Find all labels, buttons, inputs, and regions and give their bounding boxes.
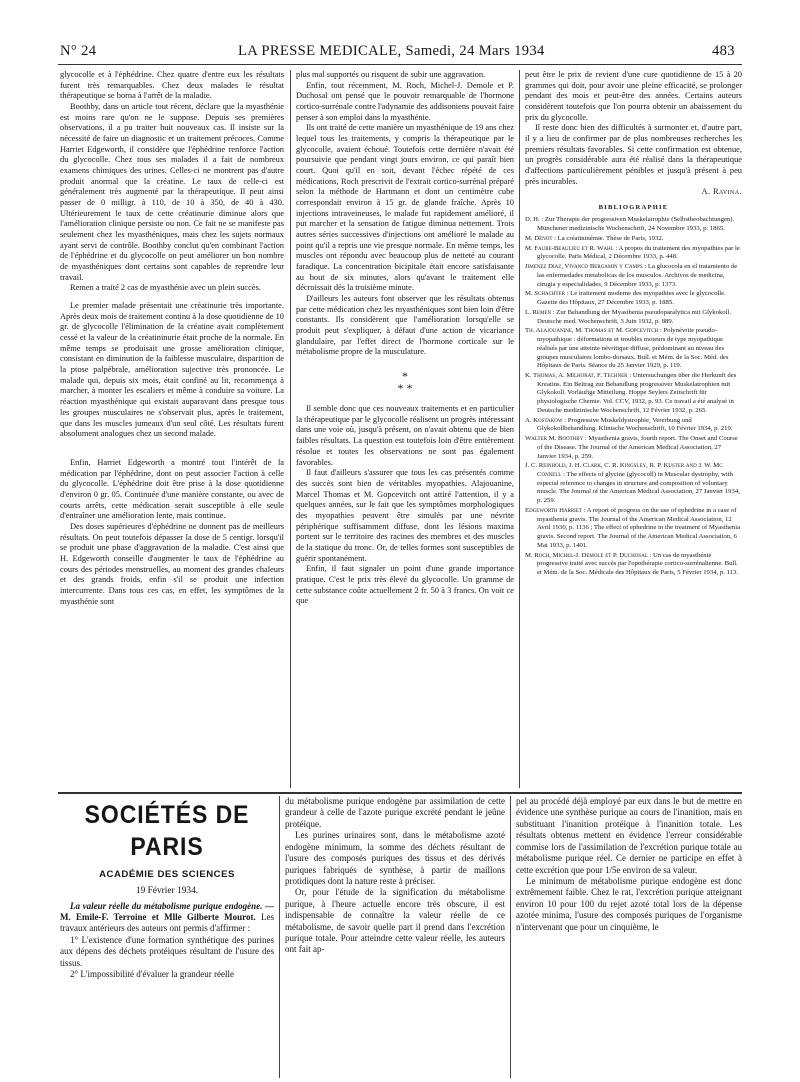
- bibliography-author: M. Dénot: [525, 234, 553, 242]
- section-rule: [58, 792, 742, 794]
- paragraph: pel au procédé déjà employé par eux dans le but de mettre en évidence une synthèse purique au cours de l'inanition, mais en substituant l'inanition protéique à l'inanition totale. Les résultats obtenus mettent en évidence l'erreur considérable commise lors de l'assimilation de l'excrétion purique totale au métabolisme purique réel. Ce dernier ne participe en effet à cette excrétion que pour 1/5e environ de sa valeur.: [516, 796, 742, 875]
- bibliography-entry: [525, 435, 742, 461]
- paragraph: Enfin, tout récemment, M. Roch, Michel-J. Demole et P. Duchosal ont pensé que le pouvoir remarquable de l'hormone cortico-surrénale contre l'adynamie des addisoniens pouvait faire penser à son emploi dans la myasthénie.: [296, 80, 514, 122]
- article-column-1: [60, 70, 284, 788]
- issue-number: N° 24: [60, 43, 97, 59]
- page-number: 483: [712, 43, 735, 59]
- column-divider: [279, 796, 280, 1078]
- bibliography-author: A. Kostakow: [525, 416, 563, 424]
- paragraph: Il faut d'ailleurs s'assurer que tous les cas présentés comme des succès sont bien de véritables myopathies. Alajouanine, Marcel Thomas et M. Gopcevitch ont attiré l'attention, il y a quelques années, sur le fait que les symptômes morphologiques des myopathies peuvent être simulés par une névrite périphérique suffisamment diffuse, dont les lésions maxima portent sur le territoire des racines des membres et des muscles de la statique du tronc. Or, de telles formes sont susceptibles de guérir spontanément.: [296, 468, 514, 563]
- academy-heading: ACADÉMIE DES SCIENCES: [99, 868, 235, 880]
- bibliography-entry: [525, 327, 742, 371]
- bibliography-author: L. Remen: [525, 308, 552, 316]
- paragraph: Le minimum de métabolisme purique endogène est donc extrêmement faible. Chez le rat, l'excrétion purique atteignant environ 10 pour 100 du rejet azoté total lors de la dépense azotée minima, l'usure des composés puriques de l'organisme n'intervenant que pour un cinquième, le: [516, 875, 742, 932]
- bibliography-author: K. Thomas, A. Milhorat, F. Techner: [525, 372, 628, 380]
- bibliography-entry: [525, 263, 742, 289]
- paragraph: Boothby, dans un article tout récent, déclare que la myasthénie est moins rare qu'on ne le suppose. Depuis ses premières observations, il a pu traiter huit nouveaux cas. Il insiste sur la nécessité de faire un diagnostic et un traitement précoces. Comme Harriet Edgeworth, il considère que l'éphédrine renforce l'action du glycocolle. Chez tous ses malades il a fait de nombreux examens chimiques des urines. Celles-ci ne montrent pas d'autre produit anormal que la créatine. Le taux de celle-ci est généralement très augmenté par la thérapeutique. Il peut ainsi passer de 0 milligr. à 110, de 10 à 350, de 40 à 430. Ultérieurement le taux de cette créatinurie diminue alors que l'amélioration clinique persiste ou non. Ce fait ne se manifeste pas seulement chez les myasthéniques, mais chez les sujets normaux ayant servi de contrôle. Boothby conclut qu'en combinant l'action de l'éphédrine et du glycocolle on peut améliorer un bon nombre de myasthéniques dont certains sont capables de reprendre leur travail.: [60, 102, 284, 282]
- bibliography-reference: : Zur Therapie der progressiven Muskelatrophie (Selbstbeobachtungen). Münchener medizinische Wochenschrift, 24 Novembre 1933, p. 1865.: [537, 216, 735, 233]
- bibliography-reference: : Le traitement moderne des myopathies avec le glycocolle. Gazette des Hôpitaux, 27 Décembre 1933, p. 1885.: [537, 290, 726, 307]
- article-column-3: [525, 70, 742, 788]
- bibliography-reference: : The effects of glycine (glycocoll) in Muscular dystrophy, with especial reference to changes in structure and composition of voluntary muscle. The Journal of the American Medical Association, 27 Janvier 1934, p. 259.: [537, 471, 740, 505]
- bibliography-author: Jimenez Diaz, Vivanco Bergamin y Camps: [525, 263, 643, 271]
- bibliography-reference: : Progressive Muskeldystrophie, Vererbung und Glykokollbehandlung. Klinische Wochenschrift, 10 Février 1934, p. 219.: [537, 416, 733, 433]
- bibliography-reference: : A report of progress on the use of ephedrine in a case of myasthenia gravis. The Journal of the American Medical Association, 12 Avril 1930, p. 1136 ; The effect of ephedrine in the treatment of Myasthenia gravis. Second report. The Journal of the American Medical Association, 6 Mai 1933, p. 1401.: [537, 506, 741, 549]
- communication-authors: — M. Emile-F. Terroine et Mlle Gilberte Mourot.: [60, 900, 274, 923]
- header-rule: [58, 64, 742, 65]
- bibliography-entry: [525, 417, 742, 434]
- paragraph: 2° L'impossibilité d'évaluer la grandeur réelle: [70, 969, 235, 980]
- bibliography-reference: : La glucocola en el tratamiento de las enfermedades metabolicas de los musculos. Archivos de medicina, cirugia y especialidades, 9 Décembre 1933, p. 1373.: [537, 263, 738, 288]
- paragraph: Enfin, Harriet Edgeworth a montré tout l'intérêt de la médication par l'éphédrine, dont on peut associer l'action à celle du glycocolle. L'éphédrine doit être prise à la dose quotidienne d'environ 0 gr. 05. Continuée d'une manière constante, ou avec de courts arrêts, cette médication serait susceptible à elle seule d'entraîner une amélioration lente, mais continue.: [60, 457, 284, 521]
- bibliography-reference: : Myasthenia gravis, fourth report. The Onset and Course of the Disease. The Journal of the American Medical Association, 27 Janvier 1934, p. 259.: [537, 435, 738, 460]
- paragraph: 1° L'existence d'une formation synthétique des purines aux dépens des déchets protéiques résultant de l'usure des tissus.: [60, 934, 274, 968]
- bibliography-reference: : Polynévrite pseudo-myopathique : déformations et troubles moteurs de type myopathique réalisés par une atteinte névritique diffuse, prédominant au niveau des groupes musculaires lombo-dorsaux. Bull. et Mém. de la Soc. Méd. des Hôpitaux de Paris. Séance du 25 Janvier 1929, p. 119.: [537, 327, 729, 370]
- bibliography-reference: : A propos du traitement des myopathies par le glycocolle. Paris Médical, 2 Décembre 1933, p. 448.: [537, 244, 740, 261]
- communication-title: La valeur réelle du métabolisme purique endogène.: [70, 900, 263, 911]
- paragraph: Le premier malade présentait une créatinurie très importante. Après deux mois de traitement continu à la dose quotidienne de 10 gr. de glycocolle l'élimination de la créatine avait complètement cessé et la valeur de la créatininurie était proche de la normale. En même temps se produisait une grosse amélioration clinique, consistant en diminution de la faiblesse musculaire, disparition de la ptose palpébrale, amélioration sujective très prononcée. Le malade qui, depuis six mois, était confiné au lit, recommença à marcher, à monter les escaliers et même à conduire sa voiture. La réaction myasthénique qui existait auparavant dans presque tous les groupes musculaires ne s'observait plus, après le traitement, que dans les muscles jumeaux d'un seul côté. Les résultats furent absolument analogues chez un second malade.: [60, 301, 284, 439]
- paragraph: Enfin, il faut signaler un point d'une grande importance pratique. C'est le prix très élevé du glycocolle. Un gramme de cette substance coûte actuellement 2 fr. 50 à 3 francs. On voit ce que: [296, 564, 514, 606]
- bibliography-entry: [525, 235, 742, 244]
- bibliography-author: Th. Alajouanine, M. Thomas et M. Gopcevitch: [525, 327, 659, 335]
- bibliography-entry: [525, 372, 742, 416]
- section-separator: [296, 370, 514, 394]
- column-divider: [510, 796, 511, 1078]
- author-signature: A. Ravina.: [701, 187, 742, 197]
- column-divider: [519, 70, 520, 788]
- paragraph: plus mal supportés ou risquent de subir une aggravation.: [296, 70, 486, 79]
- bibliography-entry: [525, 216, 742, 233]
- paragraph: Des doses supérieures d'éphédrine ne donnent pas de meilleurs résultats. On peut toutefois dépasser la dose de 5 centigr. lorsqu'il se produit une phase d'aggravation de la maladie. C'est ainsi que H. Edgeworth conseille d'augmenter le taux de l'éphédrine au cours des périodes menstruelles, au moment des grandes chaleurs et des grands froids, enfin s'il se produit une infection intercurrente. Dans tous ces cas, en effet, les symptômes de la myasthénie sont: [60, 521, 284, 606]
- paragraph: Remen a traité 2 cas de myasthénie avec un plein succès.: [70, 283, 261, 293]
- paragraph: Les purines urinaires sont, dans le métabolisme azoté endogène minimum, la somme des déchets résultant de l'usure des composés puriques des tissus et des dérivés puriques fabriqués de synthèse, à partir de maillons protidiques dont la nature reste à préciser.: [285, 830, 505, 886]
- bibliography-entry: [525, 507, 742, 551]
- session-date: 19 Février 1934.: [135, 885, 199, 896]
- bibliography-heading: BIBLIOGRAPHIE: [598, 204, 669, 212]
- bibliography-entry: [525, 309, 742, 326]
- bibliography-list: [525, 216, 742, 577]
- bibliography-author: M. Roch, Michel-J. Demole et P. Duchosal: [525, 551, 648, 559]
- asterism: * * *: [397, 369, 413, 396]
- page-title: LA PRESSE MEDICALE, Samedi, 24 Mars 1934: [238, 43, 545, 59]
- bibliography-entry: [525, 290, 742, 307]
- bibliography-author: D. H.: [525, 216, 540, 224]
- bibliography-reference: : Zur Behandlung der Myasthenia pseudoparalytica mit Glykokoll. Deutsche med. Wochenschrift, 3 Juin 1932, p. 889.: [537, 308, 732, 325]
- bibliography-author: M. Faure-Beaulieu et R. Wahl: [525, 244, 614, 252]
- column-divider: [290, 70, 291, 788]
- paragraph: Il semble donc que ces nouveaux traitements et en particulier la thérapeutique par le glycocolle réalisent un progrès intéressant dans une voie où, jusqu'à présent, on n'avait obtenu que de bien faibles résultats. La question est toutefois loin d'être entièrement résolue et toutes les observations ne sont pas également favorables.: [296, 404, 514, 467]
- bibliography-author: J. C. Reinhold, J. H. Clark, C. R. Kingsley, R. P. Kuster and J. W. Mc Connell: [525, 462, 723, 479]
- paragraph: Les travaux antérieurs des auteurs ont permis d'affirmer :: [60, 912, 274, 934]
- bibliography-entry: [525, 462, 742, 506]
- paragraph: Ils ont traité de cette manière un myasthénique de 19 ans chez lequel tous les traitements, y compris la thérapeutique par le glycocolle, avaient échoué. Toutefois cette dernière n'avait été poursuivie que pendant vingt jours environ, ce qui paraît bien court. Quoi qu'il en soit, devant l'échec répété de ces médications, Roch prescrivit de l'extrait cortico-surrénal préparé selon la méthode de Hartmann et dont un centimètre cube correspondait environ à 15 gr. de glande fraîche. Après 10 injections intraveineuses, le malade fut rapidement amélioré, il put marcher et la sensation de fatigue diminua nettement. Trois autres séries successives d'injections ont amélioré le malade au point qu'il a repris une vie presque normale. En même temps, les muscles ont répondu avec beaucoup plus de netteté au courant faradique. La concentration bicipitale était encore satisfaisante au bout de six minutes, alors qu'avant le traitement elle décroissait dès la troisième minute.: [296, 123, 514, 293]
- paragraph: peut être le prix de revient d'une cure quotidienne de 15 à 20 grammes qui doit, pour avoir une pleine efficacité, se prolonger pendant des mois et peut-être des années. Certains auteurs considèrent toutefois que l'on pourra obtenir un abaissement du prix du glycocolle.: [525, 70, 742, 122]
- article-column-2: [296, 70, 514, 788]
- societies-column-2: [285, 796, 505, 1078]
- bibliography-author: Edgeworth Harriet: [525, 506, 582, 514]
- bibliography-entry: [525, 245, 742, 262]
- paragraph: Or, pour l'étude de la signification du métabolisme purique, à l'heure actuelle encore très obscure, il est indispensable de connaître la valeur réelle de ce métabolisme, de savoir quelle part il prend dans l'excrétion purique totale. Pour atteindre cette valeur réelle, les auteurs ont fait ap-: [285, 887, 505, 955]
- bibliography-entry: [525, 552, 742, 578]
- paragraph: Il reste donc bien des difficultés à surmonter et, d'autre part, il y a lieu de confirmer par de plus nombreuses recherches les premiers résultats favorables. Si cette confirmation est obtenue, un progrès considérable aura été réalisé dans la thérapeutique d'affections particulièrement pénibles et jusqu'à présent à peu près incurables.: [525, 123, 742, 186]
- paragraph: glycocolle et à l'éphédrine. Chez quatre d'entre eux les résultats furent très remarquables. Chez deux malades le résultat thérapeutique se borna à l'arrêt de la maladie.: [60, 70, 284, 101]
- paragraph: du métabolisme purique endogène par assimilation de cette grandeur à celle de l'azote purique excrété pendant le jeûne protéique.: [285, 796, 505, 829]
- societies-column-1: [60, 800, 274, 1080]
- bibliography-reference: : La créatininémie. Thèse de Paris, 1932.: [552, 234, 664, 242]
- paragraph: D'ailleurs les auteurs font observer que les résultats obtenus par cette médication chez les myasthéniques sont bien loin d'être constants. Ils considèrent que l'amélioration lorsqu'elle se produit peut s'expliquer, à défaut d'une action de vicariance glandulaire, par l'effet direct de l'hormone corticale sur le métabolisme propre de la musculature.: [296, 294, 514, 357]
- bibliography-reference: : Untersuchungen über die Herkunft des Kreatins. Ein Beitrag zur Behandlung progressiver Muskelatrophien mit Glykokoll. Vorläufige Mitteilung. Hoppe Seylers Zeitschrift für physiologische Chemie. Vol. CCV, 1932, p. 93. Ce travail a été analysé in Deutsche medizinische Wochenschrift, 12 Février 1932, p. 265.: [537, 372, 737, 414]
- bibliography-reference: : Un cas de myasthénie progressive traité avec succès par l'opothérapie cortico-surrénalienne. Bull. et Mém. de la Soc. Médicale des Hôpitaux de Paris, 5 Février 1934, p. 113.: [537, 551, 739, 576]
- bibliography-author: Walter M. Boothby: [525, 435, 584, 443]
- section-title: SOCIÉTÉS DE PARIS: [84, 801, 250, 861]
- societies-column-3: [516, 796, 742, 1078]
- bibliography-author: M. Schachter: [525, 290, 565, 298]
